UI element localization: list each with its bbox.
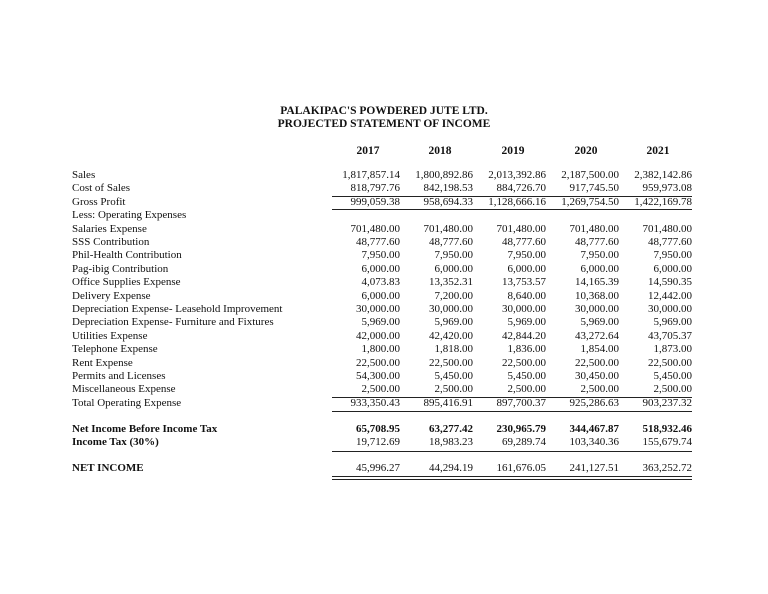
- row-label: Office Supplies Expense: [72, 276, 181, 289]
- cell: 48,777.60: [648, 236, 692, 248]
- cell: 6,000.00: [361, 289, 400, 302]
- cell: 6,000.00: [580, 262, 619, 275]
- table-row: [0, 290, 768, 303]
- divider: [332, 411, 692, 412]
- table-row: [0, 249, 768, 262]
- row-label: Income Tax (30%): [72, 436, 159, 449]
- table-row: [0, 383, 768, 396]
- cell: 63,277.42: [429, 423, 473, 435]
- cell: 30,000.00: [648, 303, 692, 315]
- cell: 54,300.00: [356, 370, 400, 382]
- cell: 701,480.00: [569, 222, 619, 235]
- table-row: [0, 343, 768, 356]
- row-label: Rent Expense: [72, 356, 133, 369]
- cell: 1,817,857.14: [342, 169, 400, 181]
- cell: 45,996.27: [356, 462, 400, 474]
- cell: 44,294.19: [429, 462, 473, 474]
- table-row: [0, 303, 768, 316]
- row-label: Telephone Expense: [72, 343, 158, 356]
- cell: 42,000.00: [356, 329, 400, 342]
- cell: 999,059.38: [350, 195, 400, 208]
- row-label: Pag-ibig Contribution: [72, 262, 169, 275]
- row-label: Gross Profit: [72, 195, 126, 208]
- cell: 42,420.00: [429, 329, 473, 342]
- cell: 1,128,666.16: [488, 195, 546, 208]
- divider: [332, 196, 692, 197]
- table-row: [0, 357, 768, 370]
- cell: 48,777.60: [575, 236, 619, 248]
- statement-title: PROJECTED STATEMENT OF INCOME: [277, 118, 491, 130]
- table-row: [0, 330, 768, 343]
- cell: 43,705.37: [648, 329, 692, 342]
- cell: 65,708.95: [356, 423, 400, 435]
- cell: 701,480.00: [350, 222, 400, 235]
- row-label: Delivery Expense: [72, 289, 151, 302]
- cell: 30,000.00: [429, 303, 473, 315]
- table-row: [0, 436, 768, 449]
- table-row: [0, 196, 768, 209]
- divider: [332, 451, 692, 452]
- cell: 701,480.00: [423, 222, 473, 235]
- cell: 48,777.60: [429, 236, 473, 248]
- cell: 2,187,500.00: [561, 169, 619, 181]
- cell: 363,252.72: [642, 462, 692, 474]
- cell: 1,836.00: [507, 343, 546, 356]
- cell: 230,965.79: [496, 423, 546, 435]
- table-row: [0, 316, 768, 329]
- cell: 8,640.00: [507, 289, 546, 302]
- cell: 933,350.43: [350, 397, 400, 409]
- cell: 842,198.53: [423, 182, 473, 195]
- table-row: [0, 169, 768, 182]
- cell: 2,382,142.86: [634, 169, 692, 181]
- row-label: Phil-Health Contribution: [72, 249, 182, 262]
- cell: 69,289.74: [502, 436, 546, 449]
- cell: 4,073.83: [361, 276, 400, 289]
- row-label: Cost of Sales: [72, 182, 131, 195]
- cell: 30,000.00: [575, 303, 619, 315]
- cell: 7,950.00: [580, 249, 619, 262]
- cell: 42,844.20: [502, 329, 546, 342]
- cell: 818,797.76: [350, 182, 400, 195]
- table-row: [0, 370, 768, 383]
- cell: 22,500.00: [648, 356, 692, 369]
- cell: 2,500.00: [653, 383, 692, 396]
- cell: 7,200.00: [434, 289, 473, 302]
- row-label: Depreciation Expense- Leasehold Improvement: [72, 303, 283, 315]
- row-label: Depreciation Expense- Furniture and Fixtures: [72, 316, 274, 329]
- cell: 903,237.32: [642, 397, 692, 409]
- table-row: [0, 223, 768, 236]
- cell: 5,450.00: [434, 370, 473, 382]
- cell: 1,854.00: [580, 343, 619, 356]
- cell: 30,000.00: [356, 303, 400, 315]
- cell: 5,969.00: [653, 316, 692, 329]
- year-header: 2018: [428, 145, 452, 157]
- divider: [332, 209, 692, 210]
- cell: 958,694.33: [423, 195, 473, 208]
- cell: 1,818.00: [434, 343, 473, 356]
- row-label: Permits and Licenses: [72, 370, 166, 382]
- row-label: Miscellaneous Expense: [72, 383, 176, 396]
- cell: 2,500.00: [434, 383, 473, 396]
- table-row: [0, 397, 768, 410]
- cell: 959,973.08: [642, 182, 692, 195]
- cell: 6,000.00: [653, 262, 692, 275]
- cell: 48,777.60: [502, 236, 546, 248]
- table-row: [0, 263, 768, 276]
- cell: 2,500.00: [361, 383, 400, 396]
- table-row: [0, 209, 768, 222]
- cell: 13,753.57: [502, 276, 546, 289]
- cell: 5,969.00: [361, 316, 400, 329]
- row-label: Less: Operating Expenses: [72, 209, 187, 222]
- cell: 925,286.63: [569, 397, 619, 409]
- table-row: [0, 182, 768, 195]
- cell: 895,416.91: [423, 397, 473, 409]
- cell: 10,368.00: [575, 289, 619, 302]
- cell: 12,442.00: [648, 289, 692, 302]
- cell: 518,932.46: [642, 423, 692, 435]
- cell: 43,272.64: [575, 329, 619, 342]
- double-underline: [332, 476, 692, 480]
- cell: 241,127.51: [569, 462, 619, 474]
- row-label: Utilities Expense: [72, 329, 148, 342]
- row-label: Total Operating Expense: [72, 397, 182, 409]
- cell: 14,165.39: [575, 276, 619, 289]
- cell: 5,450.00: [507, 370, 546, 382]
- row-label: NET INCOME: [72, 462, 144, 474]
- row-label: Sales: [72, 169, 96, 181]
- cell: 884,726.70: [496, 182, 546, 195]
- cell: 22,500.00: [356, 356, 400, 369]
- cell: 161,676.05: [496, 462, 546, 474]
- year-header: 2020: [574, 145, 598, 157]
- cell: 2,500.00: [580, 383, 619, 396]
- cell: 30,450.00: [575, 370, 619, 382]
- table-row: [0, 276, 768, 289]
- cell: 22,500.00: [575, 356, 619, 369]
- cell: 7,950.00: [653, 249, 692, 262]
- cell: 1,800.00: [361, 343, 400, 356]
- cell: 5,450.00: [653, 370, 692, 382]
- cell: 22,500.00: [429, 356, 473, 369]
- cell: 7,950.00: [361, 249, 400, 262]
- year-header: 2017: [356, 145, 380, 157]
- cell: 6,000.00: [434, 262, 473, 275]
- cell: 6,000.00: [507, 262, 546, 275]
- divider: [332, 397, 692, 398]
- cell: 2,013,392.86: [488, 169, 546, 181]
- year-header: 2019: [501, 145, 525, 157]
- cell: 917,745.50: [569, 182, 619, 195]
- cell: 103,340.36: [569, 436, 619, 449]
- cell: 22,500.00: [502, 356, 546, 369]
- cell: 1,422,169.78: [634, 195, 692, 208]
- cell: 2,500.00: [507, 383, 546, 396]
- cell: 1,873.00: [653, 343, 692, 356]
- cell: 701,480.00: [496, 222, 546, 235]
- cell: 7,950.00: [434, 249, 473, 262]
- cell: 30,000.00: [502, 303, 546, 315]
- table-row: [0, 423, 768, 436]
- company-name: PALAKIPAC'S POWDERED JUTE LTD.: [280, 105, 488, 117]
- cell: 18,983.23: [429, 436, 473, 449]
- cell: 5,969.00: [580, 316, 619, 329]
- cell: 1,800,892.86: [415, 169, 473, 181]
- row-label: Salaries Expense: [72, 222, 147, 235]
- cell: 5,969.00: [434, 316, 473, 329]
- cell: 7,950.00: [507, 249, 546, 262]
- cell: 48,777.60: [356, 236, 400, 248]
- cell: 5,969.00: [507, 316, 546, 329]
- cell: 1,269,754.50: [561, 195, 619, 208]
- row-label: SSS Contribution: [72, 236, 150, 248]
- table-row: [0, 462, 768, 475]
- cell: 155,679.74: [642, 436, 692, 449]
- cell: 14,590.35: [648, 276, 692, 289]
- cell: 344,467.87: [569, 423, 619, 435]
- cell: 897,700.37: [496, 397, 546, 409]
- row-label: Net Income Before Income Tax: [72, 423, 218, 435]
- cell: 19,712.69: [356, 436, 400, 449]
- cell: 6,000.00: [361, 262, 400, 275]
- cell: 701,480.00: [642, 222, 692, 235]
- table-row: [0, 236, 768, 249]
- cell: 13,352.31: [429, 276, 473, 289]
- year-header: 2021: [646, 145, 670, 157]
